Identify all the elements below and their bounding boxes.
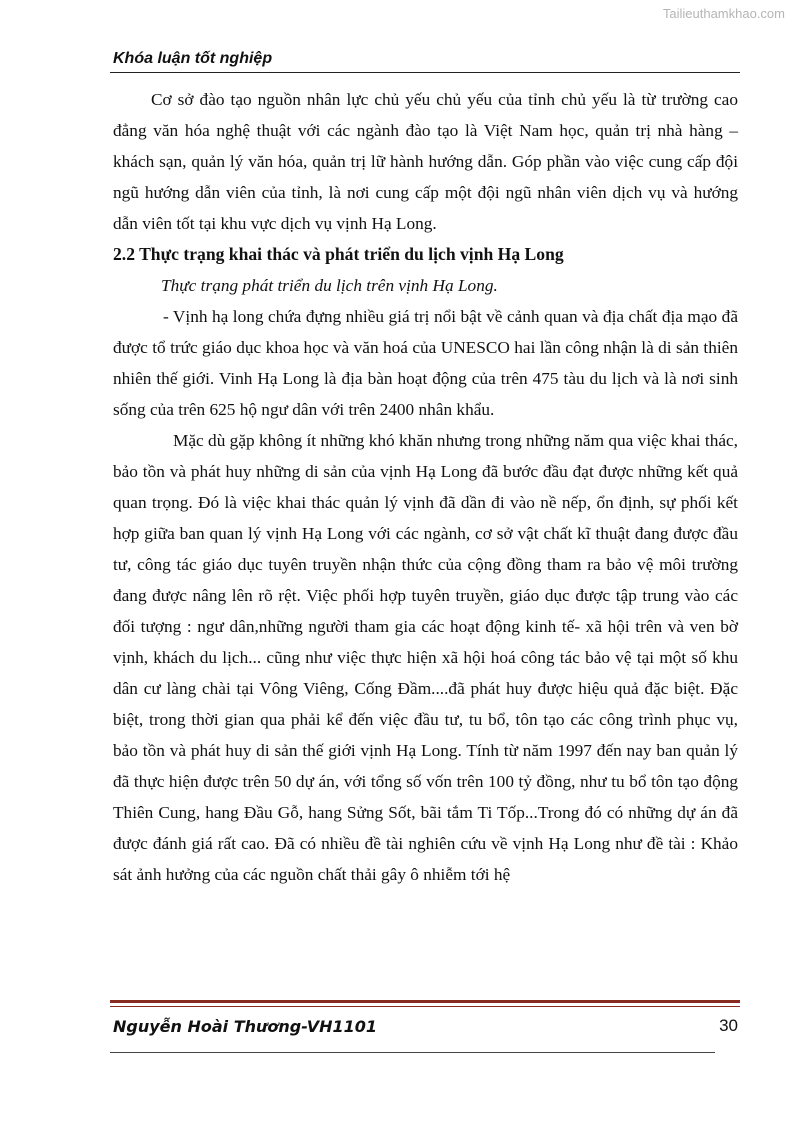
- document-body: [113, 84, 738, 890]
- page-header-title: Khóa luận tốt nghiệp: [113, 50, 273, 67]
- footer-divider-thick: [110, 1000, 740, 1003]
- paragraph-training: Cơ sở đào tạo nguồn nhân lực chủ yếu chủ yếu của tỉnh chủ yếu là từ trường cao đẳng văn hóa nghệ thuật với các ngành đào tạo là Việt Nam học, quản trị nhà hàng – khách sạn, quản lý văn hóa, quản trị lữ hành hướng dẫn. Góp phần vào việc cung cấp đội ngũ hướng dẫn viên của tỉnh, là nơi cung cấp một đội ngũ nhân viên dịch vụ và hướng dẫn viên tốt tại khu vực dịch vụ vịnh Hạ Long.: [113, 90, 738, 233]
- page-number: 30: [719, 1016, 738, 1035]
- footer-bottom-divider: [110, 1052, 715, 1053]
- footer-divider-thin: [110, 1006, 740, 1007]
- watermark: Tailieuthamkhao.com: [662, 6, 785, 21]
- paragraph-achievements: Mặc dù gặp không ít những khó khăn nhưng trong những năm qua việc khai thác, bảo tồn và phát huy những di sản của vịnh Hạ Long đã bước đầu đạt được những kết quả quan trọng. Đó là việc khai thác quản lý vịnh đã dần đi vào nề nếp, ổn định, sự phối kết hợp giữa ban quan lý vịnh Hạ Long với các ngành, cơ sở vật chất kĩ thuật đang được đầu tư, công tác giáo dục tuyên truyền nhận thức của cộng đồng tham ra bảo vệ môi trường đang được nâng lên rõ rệt. Việc phối hợp tuyên truyền, giáo dục được tập trung vào các đối tượng : ngư dân,những người tham gia các hoạt động kinh tế- xã hội trên và ven bờ vịnh, khách du lịch... cũng như việc thực hiện xã hội hoá công tác bảo vệ tại một số khu dân cư làng chài tại Vông Viêng, Cống Đầm....đã phát huy được hiệu quả đặc biệt. Đặc biệt, trong thời gian qua phải kể đến việc đầu tư, tu bổ, tôn tạo các công trình phục vụ, bảo tồn và phát huy di sản thế giới vịnh Hạ Long. Tính từ năm 1997 đến nay ban quản lý đã thực hiện được trên 50 dự án, với tổng số vốn trên 100 tỷ đồng, như tu bổ tôn tạo động Thiên Cung, hang Đầu Gỗ, hang Sửng Sốt, bãi tắm Ti Tốp...Trong đó có những dự án đã được đánh giá rất cao. Đã có nhiều đề tài nghiên cứu về vịnh Hạ Long như đề tài : Khảo sát ảnh hưởng của các nguồn chất thải gây ô nhiễm tới hệ: [113, 431, 738, 884]
- header-divider: [110, 72, 740, 73]
- subheading: Thực trạng phát triển du lịch trên vịnh Hạ Long.: [161, 276, 498, 295]
- section-heading: 2.2 Thực trạng khai thác và phát triển du lịch vịnh Hạ Long: [113, 244, 564, 264]
- footer-author: Nguyễn Hoài Thương-VH1101: [113, 1017, 378, 1036]
- bullet-paragraph: - Vịnh hạ long chứa đựng nhiều giá trị nổi bật về cảnh quan và địa chất địa mạo đã được tổ trức giáo dục khoa học và văn hoá của UNESCO hai lần công nhận là di sản thiên nhiên thế giới. Vinh Hạ Long là địa bàn hoạt động của trên 475 tàu du lịch và là nơi sinh sống của trên 625 hộ ngư dân với trên 2400 nhân khẩu.: [113, 307, 738, 419]
